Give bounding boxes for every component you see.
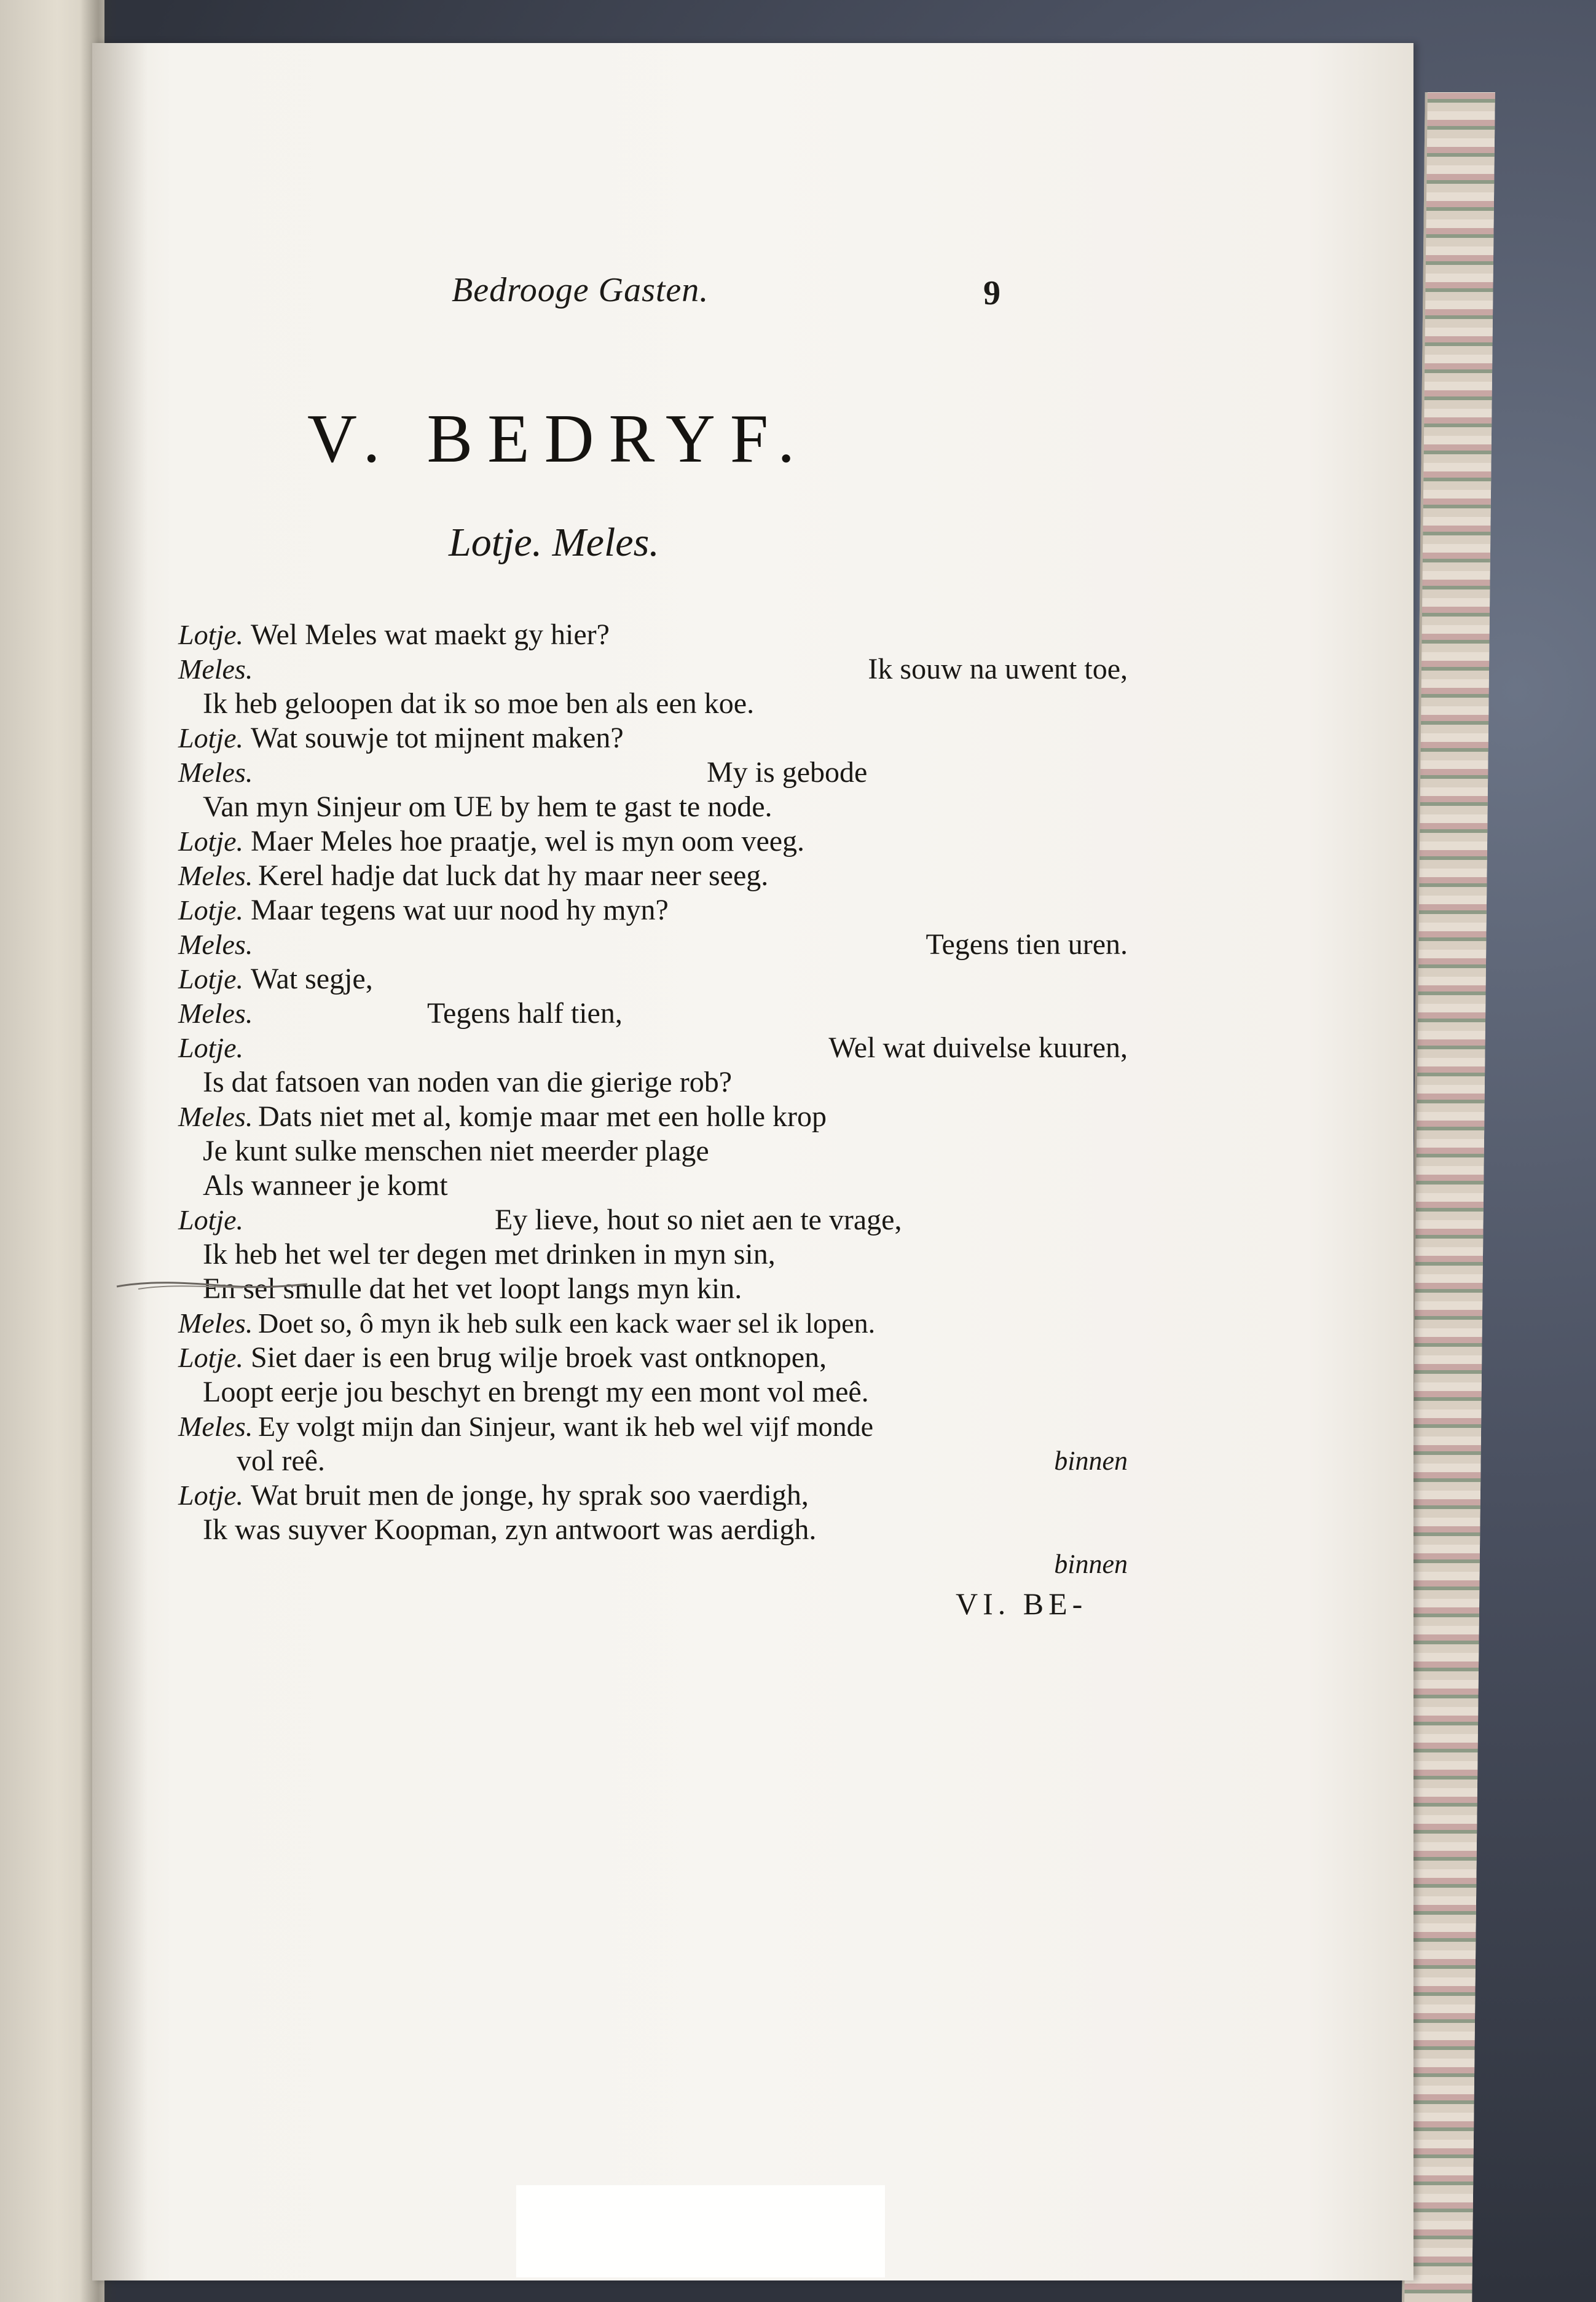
- line-text: En sel smulle dat het vet loopt langs myn kin.: [203, 1272, 742, 1305]
- speaker-name: Meles.: [178, 1411, 253, 1442]
- line-text: Wel Meles wat maekt gy hier?: [251, 618, 610, 651]
- verse-line: [178, 893, 1128, 928]
- verse-text: [178, 618, 1128, 1582]
- line-text: Is dat fatsoen van noden van die gierige rob?: [203, 1066, 733, 1098]
- line-text: Ik heb het wel ter degen met drinken in myn sin,: [203, 1238, 776, 1271]
- speaker-name: Lotje.: [178, 826, 244, 857]
- line-text: Ey volgt mijn dan Sinjeur, want ik heb wel vijf monde: [258, 1411, 874, 1442]
- speaker-name: Lotje.: [178, 963, 244, 995]
- speaker-name: Lotje.: [178, 1480, 244, 1511]
- line-text: Wat bruit men de jonge, hy sprak soo vaerdigh,: [251, 1479, 809, 1512]
- verse-line: [178, 1341, 1128, 1375]
- verse-line: [178, 1547, 1128, 1582]
- line-text: vol reê.: [237, 1445, 325, 1477]
- verse-line: [178, 996, 1128, 1031]
- white-label-strip: [516, 2185, 885, 2277]
- speaker-name: Lotje.: [178, 894, 244, 926]
- line-text: Ik was suyver Koopman, zyn antwoort was aerdigh.: [203, 1513, 817, 1546]
- speaker-name: Lotje.: [178, 722, 244, 754]
- verse-line: [178, 962, 1128, 996]
- verse-line: [178, 1478, 1128, 1513]
- speaker-name: Meles.: [178, 757, 253, 788]
- verse-line: [178, 824, 1128, 859]
- verse-line: [178, 1237, 1128, 1272]
- verse-line: [178, 1134, 1128, 1169]
- verse-line: [178, 859, 1128, 893]
- verse-line: [178, 1272, 1128, 1306]
- line-text: Als wanneer je komt: [203, 1169, 448, 1202]
- line-text: Kerel hadje dat luck dat hy maar neer seeg.: [258, 859, 769, 892]
- catchword: VI. BE-: [956, 1587, 1088, 1621]
- speaker-name: Meles.: [178, 1101, 253, 1132]
- verse-line: [178, 1169, 1128, 1203]
- speaker-name: Meles.: [178, 929, 253, 960]
- line-text: Van myn Sinjeur om UE by hem te gast te node.: [203, 790, 772, 823]
- line-text: Siet daer is een brug wilje broek vast ontknopen,: [251, 1341, 827, 1374]
- verse-line: [178, 1306, 1128, 1341]
- speaker-name: Meles.: [178, 1307, 253, 1339]
- line-text: Dats niet met al, komje maar met een holle krop: [258, 1100, 827, 1133]
- page-number: 9: [983, 274, 1000, 312]
- verse-line: [178, 721, 1128, 755]
- line-text: Doet so, ô myn ik heb sulk een kack waer sel ik lopen.: [258, 1307, 876, 1339]
- verse-line: [178, 1409, 1128, 1444]
- line-text: Ik heb geloopen dat ik so moe ben als een koe.: [203, 687, 755, 720]
- line-text: Loopt eerje jou beschyt en brengt my een mont vol meê.: [203, 1376, 869, 1408]
- verse-line: [178, 1065, 1128, 1100]
- verse-line: [178, 687, 1128, 721]
- line-text: Tegens tien uren.: [926, 928, 1128, 961]
- speaker-name: Lotje.: [178, 1032, 244, 1063]
- line-text: Wat segje,: [251, 963, 373, 995]
- stage-direction: binnen: [1054, 1549, 1128, 1579]
- verse-line: [178, 1031, 1128, 1065]
- line-text: Wel wat duivelse kuuren,: [828, 1031, 1128, 1064]
- pencil-mark: [114, 1275, 310, 1294]
- line-text: Maar tegens wat uur nood hy myn?: [251, 894, 669, 926]
- act-heading: V. BEDRYF.: [307, 401, 810, 477]
- speaker-name: Lotje.: [178, 619, 244, 650]
- verse-line: [178, 790, 1128, 824]
- verse-line: [178, 928, 1128, 962]
- speaker-name: Meles.: [178, 860, 253, 891]
- speaker-name: Lotje.: [178, 1342, 244, 1373]
- scene-persons: Lotje. Meles.: [449, 520, 659, 565]
- page-shadow: [92, 43, 147, 2280]
- verse-line: [178, 1203, 1128, 1237]
- verse-line: [178, 652, 1128, 687]
- line-text: Tegens half tien,: [427, 997, 623, 1030]
- line-text: Wat souwje tot mijnent maken?: [251, 722, 624, 754]
- verse-line: [178, 1100, 1128, 1134]
- line-text: Maer Meles hoe praatje, wel is myn oom veeg.: [251, 825, 805, 857]
- verse-line: [178, 618, 1128, 652]
- verse-line: [178, 1513, 1128, 1547]
- speaker-name: Lotje.: [178, 1204, 244, 1236]
- running-head: Bedrooge Gasten.: [452, 271, 709, 309]
- speaker-name: Meles.: [178, 653, 253, 685]
- speaker-name: Meles.: [178, 998, 253, 1029]
- line-text: Je kunt sulke menschen niet meerder plage: [203, 1135, 709, 1167]
- verse-line: [178, 755, 1128, 790]
- verse-line: [178, 1375, 1128, 1409]
- line-text: Ey lieve, hout so niet aen te vrage,: [495, 1204, 902, 1236]
- line-text: My is gebode: [707, 756, 868, 789]
- line-text: Ik souw na uwent toe,: [868, 653, 1128, 685]
- stage-direction: binnen: [1054, 1446, 1128, 1476]
- verse-line: [178, 1444, 1128, 1478]
